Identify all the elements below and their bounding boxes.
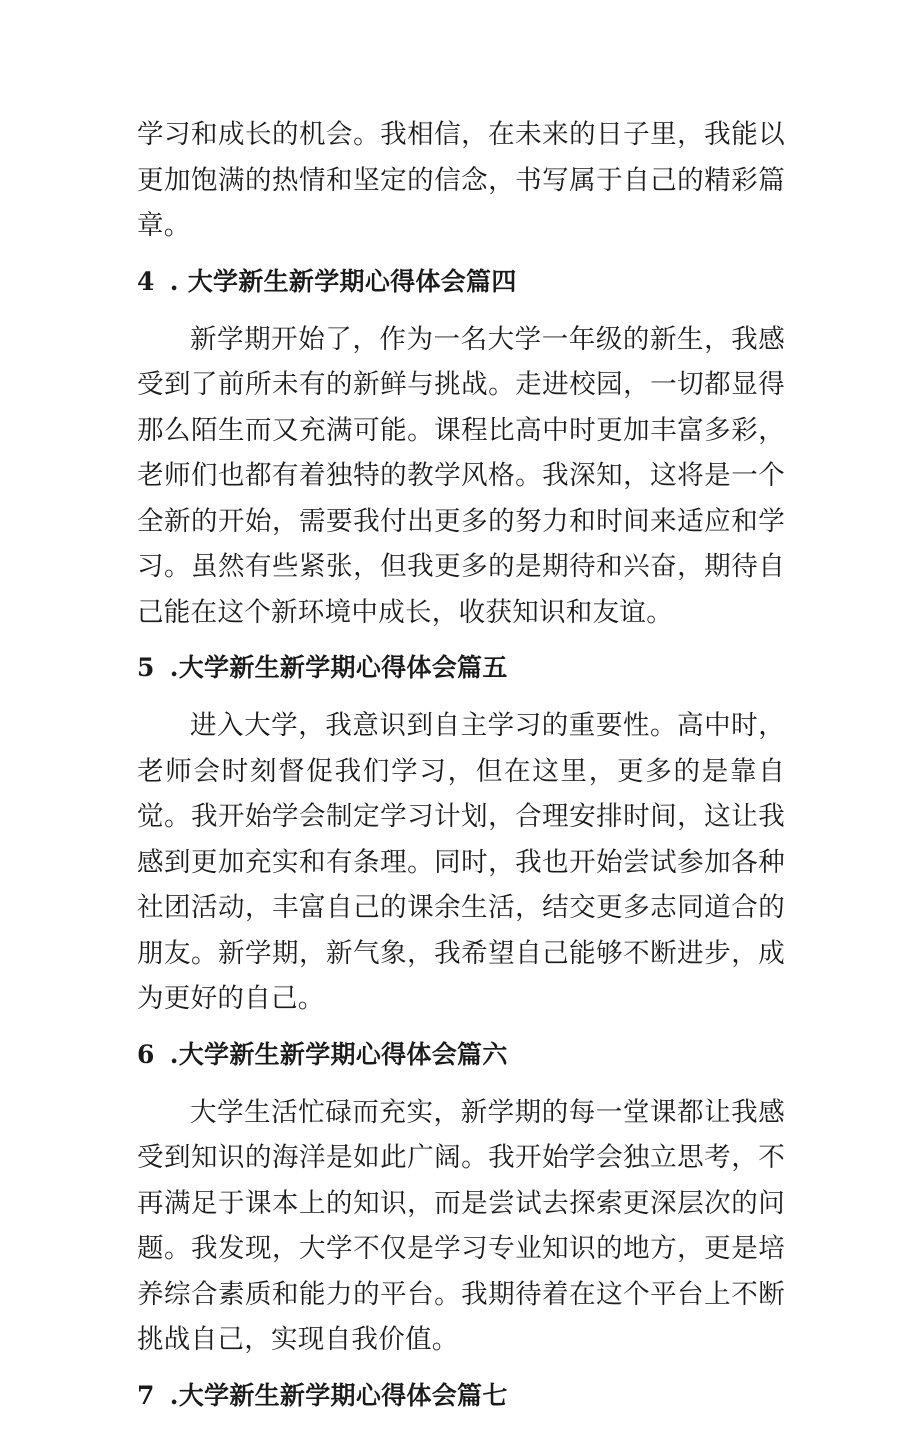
section-heading (137, 1363, 785, 1431)
section-number: 6 (137, 1039, 155, 1069)
section-title: 大学新生新学期心得体会篇五 (178, 653, 508, 682)
section-5 (137, 635, 785, 1022)
section-body: 大学生活忙碌而充实，新学期的每一堂课都让我感受到知识的海洋是如此广阔。我开始学会独立思考，不再满足于课本上的知识，而是尝试去探索更深层次的问题。我发现，大学不仅是学习专业知识的地方，更是培养综合素质和能力的平台。我期待着在这个平台上不断挑战自己，实现自我价值。 (137, 1096, 785, 1355)
section-number: 7 (137, 1380, 155, 1410)
section-separator: . (160, 266, 188, 296)
section-separator: . (160, 1039, 179, 1069)
section-separator: . (160, 653, 179, 682)
section-heading (137, 635, 785, 703)
continuation-paragraph: 学习和成长的机会。我相信，在未来的日子里，我能以更加饱满的热情和坚定的信念，书写属于自己的精彩篇章。 (137, 119, 785, 241)
section-body: 进入大学，我意识到自主学习的重要性。高中时，老师会时刻督促我们学习，但在这里，更多的是靠自觉。我开始学会制定学习计划，合理安排时间，这让我感到更加充实和有条理。同时，我也开始尝试参加各种社团活动，丰富自己的课余生活，结交更多志同道合的朋友。新学期，新气象，我希望自己能够不断进步，成为更好的自己。 (137, 710, 785, 1014)
section-7 (137, 1363, 785, 1431)
section-heading (137, 249, 785, 317)
section-number: 4 (137, 266, 155, 296)
section-title: 大学新生新学期心得体会篇七 (178, 1380, 508, 1410)
section-heading (137, 1022, 785, 1090)
section-separator: . (160, 1380, 179, 1410)
document-page (137, 112, 785, 1431)
section-body: 新学期开始了，作为一名大学一年级的新生，我感受到了前所未有的新鲜与挑战。走进校园，一切都显得那么陌生而又充满可能。课程比高中时更加丰富多彩，老师们也都有着独特的教学风格。我深知，这将是一个全新的开始，需要我付出更多的努力和时间来适应和学习。虽然有些紧张，但我更多的是期待和兴奋，期待自己能在这个新环境中成长，收获知识和友谊。 (137, 323, 785, 628)
section-title: 大学新生新学期心得体会篇六 (178, 1039, 508, 1069)
section-6 (137, 1022, 785, 1363)
section-title: 大学新生新学期心得体会篇四 (187, 266, 517, 296)
section-number: 5 (137, 653, 155, 682)
section-4 (137, 249, 785, 636)
